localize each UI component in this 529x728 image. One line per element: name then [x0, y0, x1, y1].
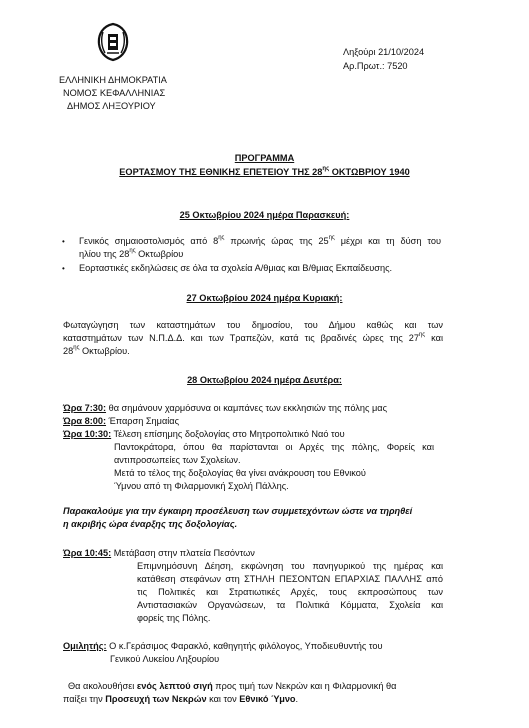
time-entry-1030-line4: Μετά το τέλος της δοξολογίας θα γίνει ανάκρουση του Εθνικού — [114, 468, 366, 478]
time-entry-1045-line6: φορείς της Πόλης. — [137, 613, 211, 623]
time-entry-0730: Ώρα 7:30: θα σημάνουν χαρμόσυνα οι καμπάνες των εκκλησιών της πόλης μας — [63, 403, 388, 413]
time-entry-0800: Ώρα 8:00: Έπαρση Σημαίας — [63, 416, 180, 426]
org-line-2: ΝΟΜΟΣ ΚΕΦΑΛΛΗΝΙΑΣ — [63, 88, 166, 98]
notice-line1: Παρακαλούμε για την έγκαιρη προσέλευση των συμμετεχόντων ώστε να τηρηθεί — [63, 506, 413, 516]
day2-heading: 27 Οκτωβρίου 2024 ημέρα Κυριακή: — [186, 293, 343, 303]
time-entry-1030-line3: αντιπροσωπείες των Σχολείων. — [114, 455, 241, 465]
speaker-line2: Γενικού Λυκείου Ληξουρίου — [110, 654, 220, 664]
time-entry-1030-line5: Ύμνου από τη Φιλαρμονική Σχολή Πάλλης. — [114, 481, 289, 491]
day1-heading: 25 Οκτωβρίου 2024 ημέρα Παρασκευή: — [179, 210, 350, 220]
time-entry-1045-line2: Επιμνημόσυνη Δέηση, εκφώνηση του πανηγυρικού της ημέρας και — [137, 561, 443, 571]
day1-bullet2: Εορταστικές εκδηλώσεις σε όλα τα σχολεία Α/θμιας και Β/θμιας Εκπαίδευσης. — [79, 263, 393, 273]
notice-line2: η ακριβής ώρα έναρξης της δοξολογίας. — [63, 519, 238, 529]
closing-line1: Θα ακολουθήσει ενός λεπτού σιγή προς τιμή των Νεκρών και η Φιλαρμονική θα — [68, 681, 397, 691]
day2-line1: Φωταγώγηση των καταστημάτων του δημοσίου, του Δήμου καθώς και των — [63, 320, 443, 330]
document-subtitle: ΕΟΡΤΑΣΜΟΥ ΤΗΣ ΕΘΝΙΚΗΣ ΕΠΕΤΕΙΟΥ ΤΗΣ $28^{\eta\varsigma}$ ΟΚΤΩΒΡΙΟΥ 1940 — [119, 166, 410, 177]
time-label: Ώρα 10:45: — [63, 548, 112, 558]
document-title: ΠΡΟΓΡΑΜΜΑ — [234, 153, 295, 163]
time-entry-1030-line2: Παντοκράτορα, όπου θα παρίστανται οι Αρχές της πόλης, Φορείς και — [114, 442, 434, 452]
closing-line2: παίξει την Προσευχή των Νεκρών και τον Εθνικό Ύμνο. — [63, 694, 299, 704]
speaker-line1: Ομιλητής: Ο κ.Γεράσιμος Φαρακλό, καθηγητής φιλόλογος, Υποδιευθυντής του — [63, 641, 383, 651]
day2-line3: $28^{\eta\varsigma}$ Οκτωβρίου. — [63, 345, 130, 356]
bullet-icon: • — [62, 264, 65, 273]
time-entry-1030: Ώρα 10:30: Τέλεση επίσημης δοξολογίας στο Μητροπολιτικό Ναό του — [63, 429, 345, 439]
time-entry-1045: Ώρα 10:45: Μετάβαση στην πλατεία Πεσόντων — [63, 548, 255, 558]
day2-line2: καταστημάτων των Ν.Π.Δ.Δ. και των Τραπεζών, κατά τις βραδινές ώρες της $27^{\eta\varsigma}$ και — [63, 332, 443, 343]
org-line-1: ΕΛΛΗΝΙΚΗ ΔΗΜΟΚΡΑΤΙΑ — [59, 75, 167, 85]
time-entry-1045-line4: τις Πολιτικές και Στρατιωτικές Αρχές, τους εκπροσώπους των — [137, 587, 443, 597]
day1-bullet1-line2: ηλίου της $28^{\eta\varsigma}$ Οκτωβρίου — [79, 248, 184, 259]
speaker-label: Ομιλητής: — [63, 641, 107, 651]
time-entry-1045-line3: κατάθεση στεφάνων στη ΣΤΗΛΗ ΠΕΣΟΝΤΩΝ ΕΠΑΡΧΙΑΣ ΠΑΛΛΗΣ από — [137, 574, 443, 584]
protocol-number: Αρ.Πρωτ.: 7520 — [343, 61, 408, 71]
org-line-3: ΔΗΜΟΣ ΛΗΞΟΥΡΙΟΥ — [67, 101, 156, 111]
time-label: Ώρα 10:30: — [63, 429, 112, 439]
place-date: Ληξούρι 21/10/2024 — [343, 47, 425, 57]
bullet-icon: • — [62, 237, 65, 246]
time-label: Ώρα 7:30: — [63, 403, 107, 413]
day3-heading: 28 Οκτωβρίου 2024 ημέρα Δευτέρα: — [187, 375, 342, 385]
day1-bullet1-line1: Γενικός σημαιοστολισμός από $8^{\eta\varsigma}$ πρωινής ώρας της $25^{\eta\varsigma}$ μέχρι και τη δύση του — [79, 235, 441, 246]
time-label: Ώρα 8:00: — [63, 416, 107, 426]
time-entry-1045-line5: Αντιστασιακών Οργανώσεων, τα Πολιτικά Κόμματα, Σχολεία και — [137, 600, 443, 610]
hellenic-republic-emblem-icon — [95, 22, 131, 62]
